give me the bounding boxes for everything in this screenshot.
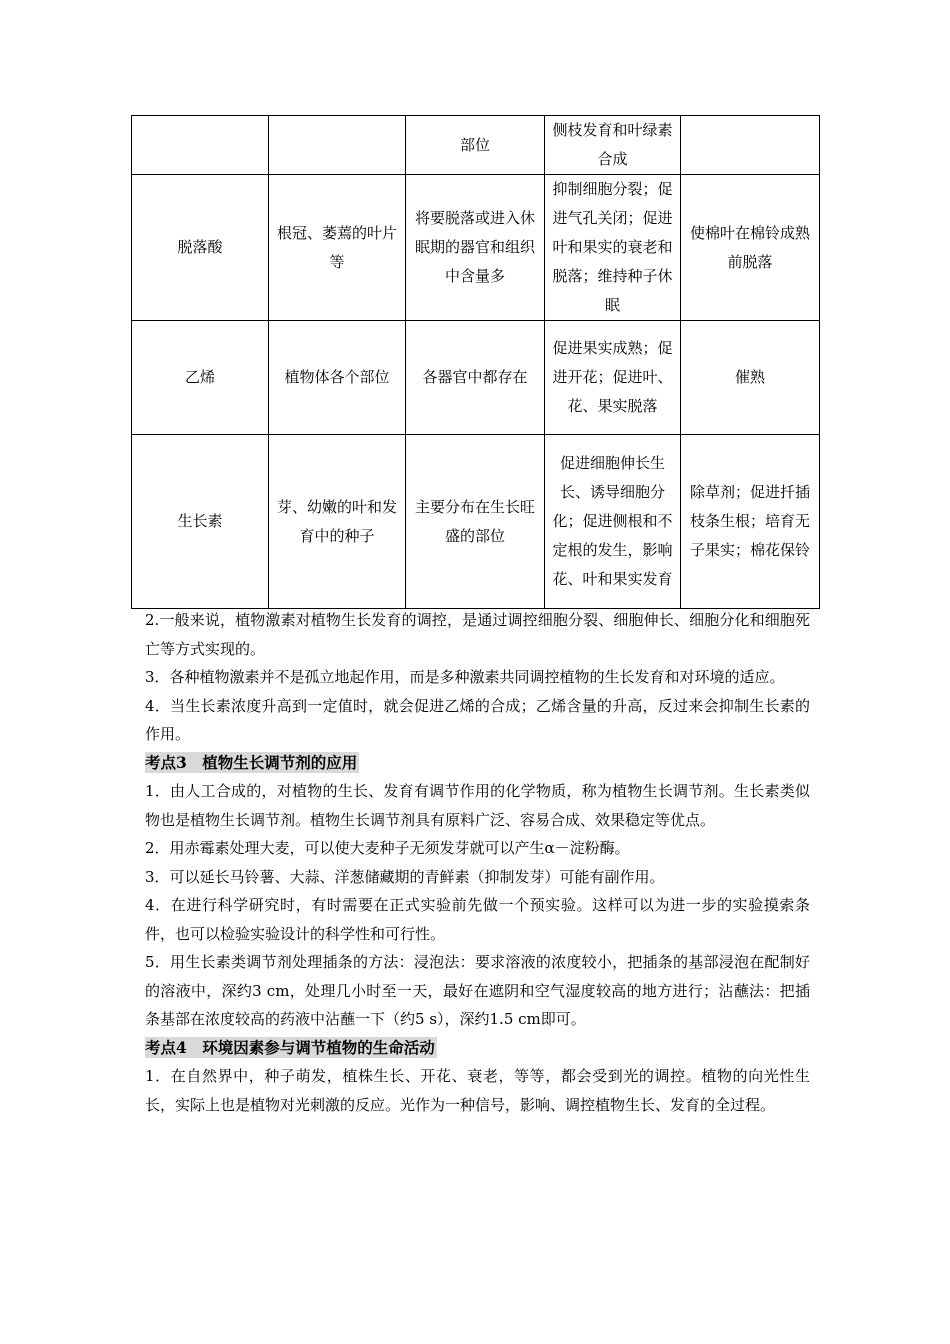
table-cell: 将要脱落或进入休眠期的器官和组织中含量多 <box>406 175 545 321</box>
hormone-table <box>131 115 820 609</box>
paragraph: 2.一般来说，植物激素对植物生长发育的调控，是通过调控细胞分裂、细胞伸长、细胞分化和细胞死亡等方式实现的。 <box>145 611 810 658</box>
table-cell: 促进果实成熟；促进开花；促进叶、花、果实脱落 <box>545 321 681 435</box>
table-cell: 乙烯 <box>132 321 269 435</box>
section-heading-3-text: 考点3 植物生长调节剂的应用 <box>145 752 358 772</box>
section-heading-4-text: 考点4 环境因素参与调节植物的生命活动 <box>145 1037 435 1057</box>
table-cell: 催熟 <box>681 321 820 435</box>
table-cell <box>269 116 406 175</box>
paragraph: 1．由人工合成的，对植物的生长、发育有调节作用的化学物质，称为植物生长调节剂。生长素类似物也是植物生长调节剂。植物生长调节剂具有原料广泛、容易合成、效果稳定等优点。 <box>145 782 810 829</box>
table-cell: 部位 <box>406 116 545 175</box>
table-cell: 主要分布在生长旺盛的部位 <box>406 435 545 609</box>
table-cell: 各器官中都存在 <box>406 321 545 435</box>
paragraph: 3．各种植物激素并不是孤立地起作用，而是多种激素共同调控植物的生长发育和对环境的适应。 <box>145 668 785 686</box>
table-cell: 生长素 <box>132 435 269 609</box>
table-cell: 植物体各个部位 <box>269 321 406 435</box>
table-cell: 使棉叶在棉铃成熟前脱落 <box>681 175 820 321</box>
paragraph: 1．在自然界中，种子萌发，植株生长、开花、衰老，等等，都会受到光的调控。植物的向光性生长，实际上也是植物对光刺激的反应。光作为一种信号，影响、调控植物生长、发育的全过程。 <box>145 1067 810 1114</box>
table-cell: 芽、幼嫩的叶和发育中的种子 <box>269 435 406 609</box>
table-cell: 促进细胞伸长生长、诱导细胞分化；促进侧根和不定根的发生，影响花、叶和果实发育 <box>545 435 681 609</box>
table-cell: 抑制细胞分裂；促进气孔关闭；促进叶和果实的衰老和脱落；维持种子休眠 <box>545 175 681 321</box>
table-row <box>132 116 820 175</box>
paragraph: 4．当生长素浓度升高到一定值时，就会促进乙烯的合成；乙烯含量的升高，反过来会抑制生长素的作用。 <box>145 696 810 743</box>
table-cell <box>132 116 269 175</box>
table-cell: 根冠、萎蔫的叶片等 <box>269 175 406 321</box>
table-row <box>132 175 820 321</box>
table-cell <box>681 116 820 175</box>
body-text <box>145 606 810 1119</box>
paragraph: 2．用赤霉素处理大麦，可以使大麦种子无须发芽就可以产生α－淀粉酶。 <box>145 839 630 857</box>
paragraph: 5．用生长素类调节剂处理插条的方法：浸泡法：要求溶液的浓度较小，把插条的基部浸泡在配制好的溶液中，深约3 cm，处理几小时至一天，最好在遮阴和空气湿度较高的地方进行；沾蘸法：把插条基部在浓度较高的药液中沾蘸一下（约5 s），深约1.5 cm即可。 <box>145 953 810 1028</box>
table-row <box>132 435 820 609</box>
table-row <box>132 321 820 435</box>
table-cell: 脱落酸 <box>132 175 269 321</box>
section-heading-4 <box>145 1034 810 1063</box>
table-cell: 除草剂；促进扦插枝条生根；培育无子果实；棉花保铃 <box>681 435 820 609</box>
paragraph: 3．可以延长马铃薯、大蒜、洋葱储藏期的青鲜素（抑制发芽）可能有副作用。 <box>145 867 665 886</box>
section-heading-3 <box>145 749 810 778</box>
paragraph: 4．在进行科学研究时，有时需要在正式实验前先做一个预实验。这样可以为进一步的实验摸索条件，也可以检验实验设计的科学性和可行性。 <box>145 896 810 943</box>
table-cell: 侧枝发育和叶绿素合成 <box>545 116 681 175</box>
